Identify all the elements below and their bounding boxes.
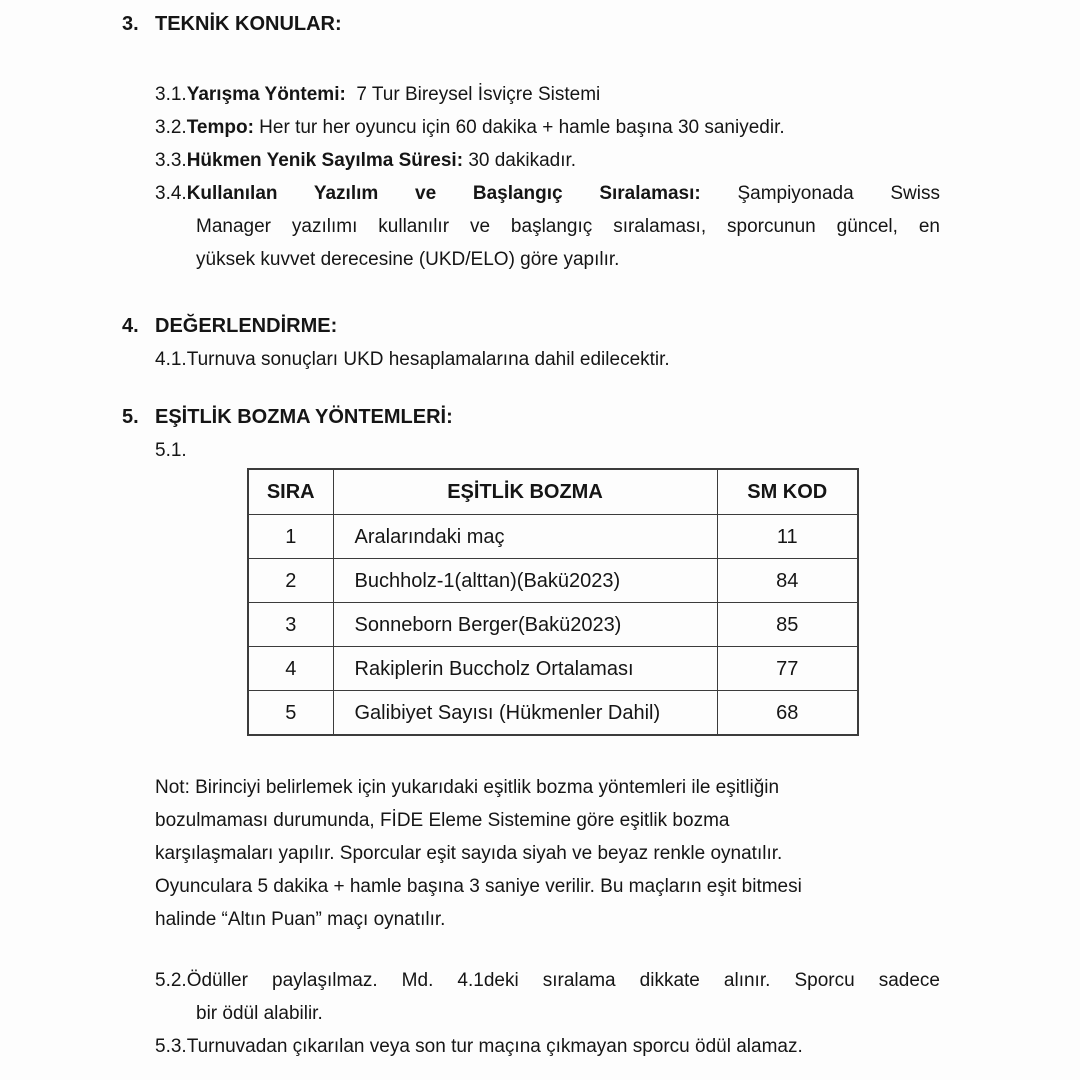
item-3-3-label: Hükmen Yenik Sayılma Süresi: bbox=[186, 150, 464, 171]
section-3-title: TEKNİK KONULAR: bbox=[155, 13, 342, 35]
note-line: halinde “Altın Puan” maçı oynatılır. bbox=[155, 909, 446, 930]
item-5-2-line-2: bir ödül alabilir. bbox=[196, 1003, 323, 1024]
section-5-number: 5. bbox=[122, 406, 139, 428]
item-3-3-number: 3.3. bbox=[155, 150, 187, 171]
item-3-4-label: Kullanılan Yazılım ve Başlangıç Sıralaması: bbox=[186, 183, 701, 204]
item-5-2-text: Ödüller paylaşılmaz. Md. 4.1deki sıralama dikkate alınır. Sporcu sadece bbox=[186, 970, 940, 991]
item-3-1-label: Yarışma Yöntemi: bbox=[186, 84, 346, 105]
item-3-4 bbox=[155, 177, 940, 276]
table-cell-method: Sonneborn Berger(Bakü2023) bbox=[333, 603, 717, 647]
note-line: karşılaşmaları yapılır. Sporcular eşit sayıda siyah ve beyaz renkle oynatılır. bbox=[155, 843, 783, 864]
item-5-2-line-1 bbox=[155, 964, 940, 997]
section-3-number: 3. bbox=[122, 13, 139, 35]
section-4-heading bbox=[122, 310, 940, 343]
note-line: Oyunculara 5 dakika + hamle başına 3 saniye verilir. Bu maçların eşit bitmesi bbox=[155, 876, 802, 897]
section-5-items bbox=[155, 434, 940, 467]
section-4-title: DEĞERLENDİRME: bbox=[155, 315, 338, 337]
table-header-sm-kod: SM KOD bbox=[717, 469, 858, 515]
table-row bbox=[248, 515, 858, 559]
table-header-sira: SIRA bbox=[248, 469, 333, 515]
table-cell-rank: 1 bbox=[248, 515, 333, 559]
table-cell-rank: 3 bbox=[248, 603, 333, 647]
item-3-1-number: 3.1. bbox=[155, 84, 187, 105]
item-5-3-number: 5.3. bbox=[155, 1036, 187, 1057]
item-4-1-text: Turnuva sonuçları UKD hesaplamalarına dahil edilecektir. bbox=[186, 349, 670, 370]
table-cell-method: Buchholz-1(alttan)(Bakü2023) bbox=[333, 559, 717, 603]
section-3-items bbox=[155, 78, 940, 276]
section-4-items bbox=[155, 343, 940, 376]
table-cell-rank: 4 bbox=[248, 647, 333, 691]
section-3-heading bbox=[122, 8, 940, 41]
item-3-4-line-1 bbox=[155, 177, 940, 210]
table-cell-code: 85 bbox=[717, 603, 858, 647]
item-3-2-label: Tempo: bbox=[186, 117, 254, 138]
note-paragraph bbox=[155, 771, 940, 936]
item-5-2-number: 5.2. bbox=[155, 970, 187, 991]
table-cell-method: Rakiplerin Buccholz Ortalaması bbox=[333, 647, 717, 691]
section-4-number: 4. bbox=[122, 315, 139, 337]
tiebreak-table bbox=[247, 468, 859, 736]
item-3-2-text: Her tur her oyuncu için 60 dakika + hamle başına 30 saniyedir. bbox=[253, 117, 785, 138]
table-cell-method: Galibiyet Sayısı (Hükmenler Dahil) bbox=[333, 691, 717, 736]
table-cell-method: Aralarındaki maç bbox=[333, 515, 717, 559]
table-cell-code: 68 bbox=[717, 691, 858, 736]
note-line: bozulmaması durumunda, FİDE Eleme Sistemine göre eşitlik bozma bbox=[155, 810, 730, 831]
item-3-4-text: Şampiyonada Swiss bbox=[700, 183, 940, 204]
table-cell-code: 77 bbox=[717, 647, 858, 691]
item-5-1-number: 5.1. bbox=[155, 440, 187, 461]
item-3-3 bbox=[155, 144, 940, 177]
table-row bbox=[248, 691, 858, 736]
item-5-2 bbox=[155, 964, 940, 1030]
section-5-title: EŞİTLİK BOZMA YÖNTEMLERİ: bbox=[155, 406, 453, 428]
item-5-3-text: Turnuvadan çıkarılan veya son tur maçına çıkmayan sporcu ödül alamaz. bbox=[186, 1036, 803, 1057]
item-3-3-text: 30 dakikadır. bbox=[463, 150, 577, 171]
note-line: Not: Birinciyi belirlemek için yukarıdaki eşitlik bozma yöntemleri ile eşitliğin bbox=[155, 777, 780, 798]
table-row bbox=[248, 603, 858, 647]
section-5-heading bbox=[122, 401, 940, 434]
table-cell-rank: 5 bbox=[248, 691, 333, 736]
item-3-1-text: 7 Tur Bireysel İsviçre Sistemi bbox=[345, 84, 601, 105]
table-header-row bbox=[248, 469, 858, 515]
item-3-2 bbox=[155, 111, 940, 144]
table-header-esitlik-bozma: EŞİTLİK BOZMA bbox=[333, 469, 717, 515]
item-3-1 bbox=[155, 78, 940, 111]
item-3-4-line-3: yüksek kuvvet derecesine (UKD/ELO) göre yapılır. bbox=[196, 249, 620, 270]
table-cell-rank: 2 bbox=[248, 559, 333, 603]
item-3-4-line-2: Manager yazılımı kullanılır ve başlangıç sıralaması, sporcunun güncel, en bbox=[196, 216, 940, 237]
item-3-2-number: 3.2. bbox=[155, 117, 187, 138]
table-row bbox=[248, 647, 858, 691]
item-4-1 bbox=[155, 343, 940, 376]
table-cell-code: 11 bbox=[717, 515, 858, 559]
item-4-1-number: 4.1. bbox=[155, 349, 187, 370]
item-5-3 bbox=[155, 1030, 940, 1063]
table-row bbox=[248, 559, 858, 603]
item-3-4-number: 3.4. bbox=[155, 183, 187, 204]
table-cell-code: 84 bbox=[717, 559, 858, 603]
